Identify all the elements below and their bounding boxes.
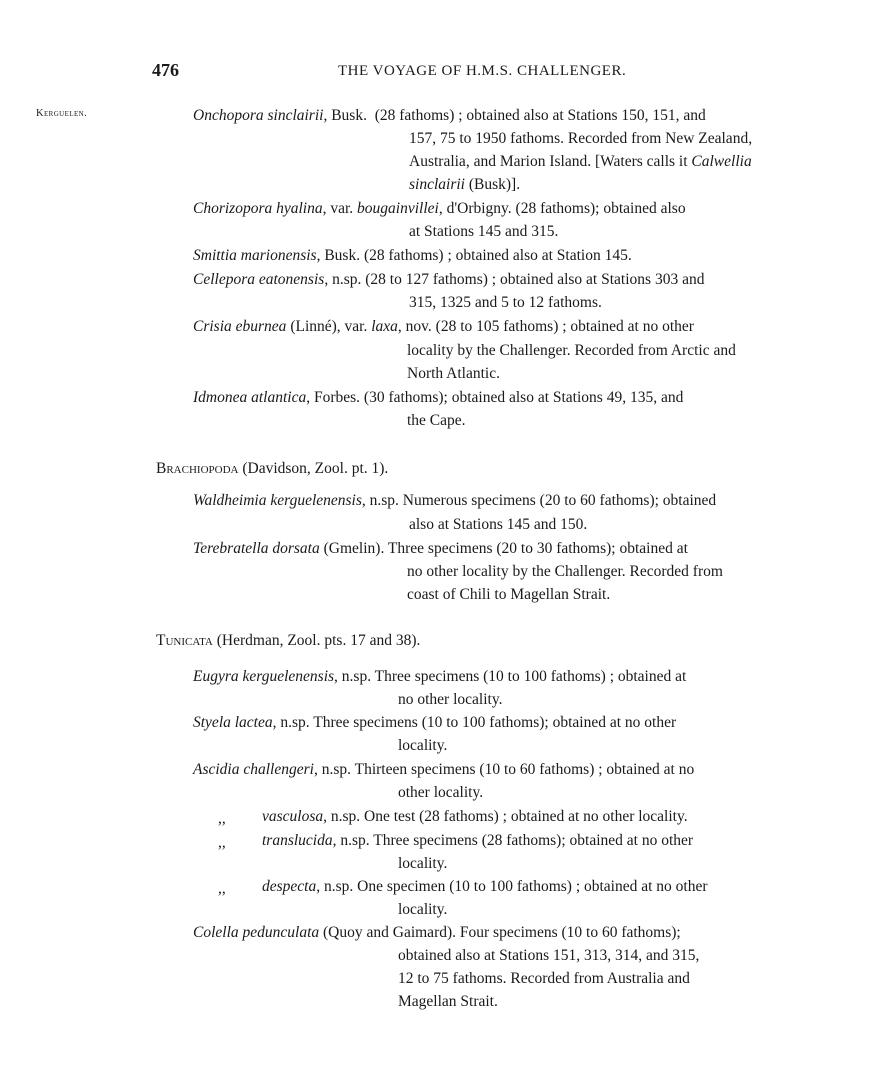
entry-chorizopora (193, 197, 841, 220)
entry-text: , Busk. (323, 107, 367, 124)
entry-text: locality. (398, 855, 448, 872)
species-name: translucida (262, 832, 333, 849)
ditto-mark: ,, (218, 834, 226, 851)
entry-text: North Atlantic. (407, 365, 500, 382)
variety-name: bougainvillei (357, 200, 439, 217)
entry-text: other locality. (398, 784, 484, 801)
entry-cellepora (193, 268, 841, 291)
entry-crisia (193, 315, 841, 338)
entry-text: locality. (398, 737, 448, 754)
entry-ascidia (193, 758, 841, 781)
entry-waldheimia (193, 489, 841, 512)
species-name: Ascidia challengeri (193, 761, 314, 778)
entry-text: obtained also at Stations 151, 313, 314, and 315, (398, 947, 700, 964)
entry-eugyra (193, 665, 841, 688)
species-name: Cellepora eatonensis (193, 271, 325, 288)
entry-translucida-cont (398, 852, 841, 875)
species-name: Idmonea atlantica (193, 389, 307, 406)
entry-text: , n.sp. (28 to 127 fathoms) ; obtained also at Stations 303 and (324, 271, 705, 288)
entry-text: , n.sp. Numerous specimens (20 to 60 fathoms); obtained (361, 492, 717, 509)
entry-text: also at Stations 145 and 150. (409, 516, 588, 533)
species-name: Chorizopora hyalina (193, 200, 323, 217)
entry-cellepora-cont (409, 291, 841, 314)
species-name: Smittia marionensis (193, 247, 317, 264)
entry-vasculosa (262, 805, 841, 828)
entry-text: (Linné), var. (290, 318, 368, 335)
running-head: THE VOYAGE OF H.M.S. CHALLENGER. (338, 63, 627, 79)
entry-chorizopora-cont (409, 220, 841, 243)
entry-text: , n.sp. Three specimens (10 to 100 fathoms); obtained at no other (272, 714, 677, 731)
entry-colella-cont (398, 944, 841, 1013)
entry-text: no other locality. (398, 691, 503, 708)
entry-text: , d'Orbigny. (28 fathoms); obtained also (438, 200, 686, 217)
entry-text: Magellan Strait. (398, 993, 498, 1010)
entry-terebratella-cont (407, 560, 841, 606)
entry-onchopora (193, 104, 841, 127)
species-name: Crisia eburnea (193, 318, 287, 335)
ditto-mark: ,, (218, 810, 226, 827)
species-name: Calwellia (691, 153, 752, 170)
species-name: vasculosa (262, 808, 324, 825)
section-heading-tunicata: Tunicata (Herdman, Zool. pts. 17 and 38). (156, 632, 421, 649)
entry-smittia (193, 244, 841, 267)
ditto-mark: ,, (218, 880, 226, 897)
entry-text: (Gmelin). Three specimens (20 to 30 fathoms); obtained at (323, 540, 688, 557)
entry-text: locality by the Challenger. Recorded from Arctic and (407, 342, 736, 359)
species-name: despecta (262, 878, 317, 895)
species-name: Onchopora sinclairii (193, 107, 324, 124)
entry-text: , nov. (28 to 105 fathoms) ; obtained at no other (397, 318, 694, 335)
entry-text: the Cape. (407, 412, 466, 429)
entry-text: 315, 1325 and 5 to 12 fathoms. (409, 294, 602, 311)
entry-text: coast of Chili to Magellan Strait. (407, 586, 611, 603)
entry-waldheimia-cont (409, 513, 841, 536)
entry-text: 157, 75 to 1950 fathoms. Recorded from New Zealand, (409, 130, 753, 147)
entry-text: 12 to 75 fathoms. Recorded from Australia and (398, 970, 690, 987)
entry-idmonea (193, 386, 841, 409)
entry-styela-cont (398, 734, 841, 757)
entry-idmonea-cont (407, 409, 841, 432)
entry-eugyra-cont (398, 688, 841, 711)
entry-despecta-cont (398, 898, 841, 921)
species-name: Eugyra kerguelenensis (193, 668, 335, 685)
species-name: Waldheimia kerguelenensis (193, 492, 362, 509)
entry-text: (28 fathoms) ; obtained also at Stations 150, 151, and (374, 107, 706, 124)
entry-styela (193, 711, 841, 734)
entry-text: , var. (322, 200, 354, 217)
species-name: Terebratella dorsata (193, 540, 320, 557)
entry-crisia-cont (407, 339, 841, 385)
entry-translucida (262, 829, 841, 852)
entry-text: (Quoy and Gaimard). Four specimens (10 to 60 fathoms); (323, 924, 681, 941)
variety-name: laxa (371, 318, 398, 335)
entry-text: , Forbes. (30 fathoms); obtained also at Stations 49, 135, and (306, 389, 684, 406)
entry-text: , n.sp. One test (28 fathoms) ; obtained at no other locality. (323, 808, 688, 825)
entry-text: , n.sp. Three specimens (28 fathoms); obtained at no other (332, 832, 694, 849)
entry-ascidia-cont (398, 781, 841, 804)
entry-text: , n.sp. Thirteen specimens (10 to 60 fathoms) ; obtained at no (313, 761, 695, 778)
entry-colella (193, 921, 841, 944)
entry-text: , n.sp. Three specimens (10 to 100 fathoms) ; obtained at (334, 668, 687, 685)
entry-text: , Busk. (28 fathoms) ; obtained also at Station 145. (316, 247, 632, 264)
entry-text: (Busk)]. (468, 176, 521, 193)
side-label: Kerguelen. (36, 108, 88, 119)
species-name: Styela lactea (193, 714, 273, 731)
entry-text: at Stations 145 and 315. (409, 223, 559, 240)
page-number: 476 (152, 60, 179, 80)
entry-text: Australia, and Marion Island. [Waters calls it (409, 153, 688, 170)
entry-text: no other locality by the Challenger. Recorded from (407, 563, 723, 580)
entry-despecta (262, 875, 841, 898)
species-name: Colella pedunculata (193, 924, 320, 941)
section-heading-brachiopoda: Brachiopoda (Davidson, Zool. pt. 1). (156, 460, 389, 477)
entry-text: , n.sp. One specimen (10 to 100 fathoms) ; obtained at no other (316, 878, 708, 895)
entry-text: locality. (398, 901, 448, 918)
entry-terebratella (193, 537, 841, 560)
entry-onchopora-cont (409, 127, 841, 196)
species-name: sinclairii (409, 176, 465, 193)
